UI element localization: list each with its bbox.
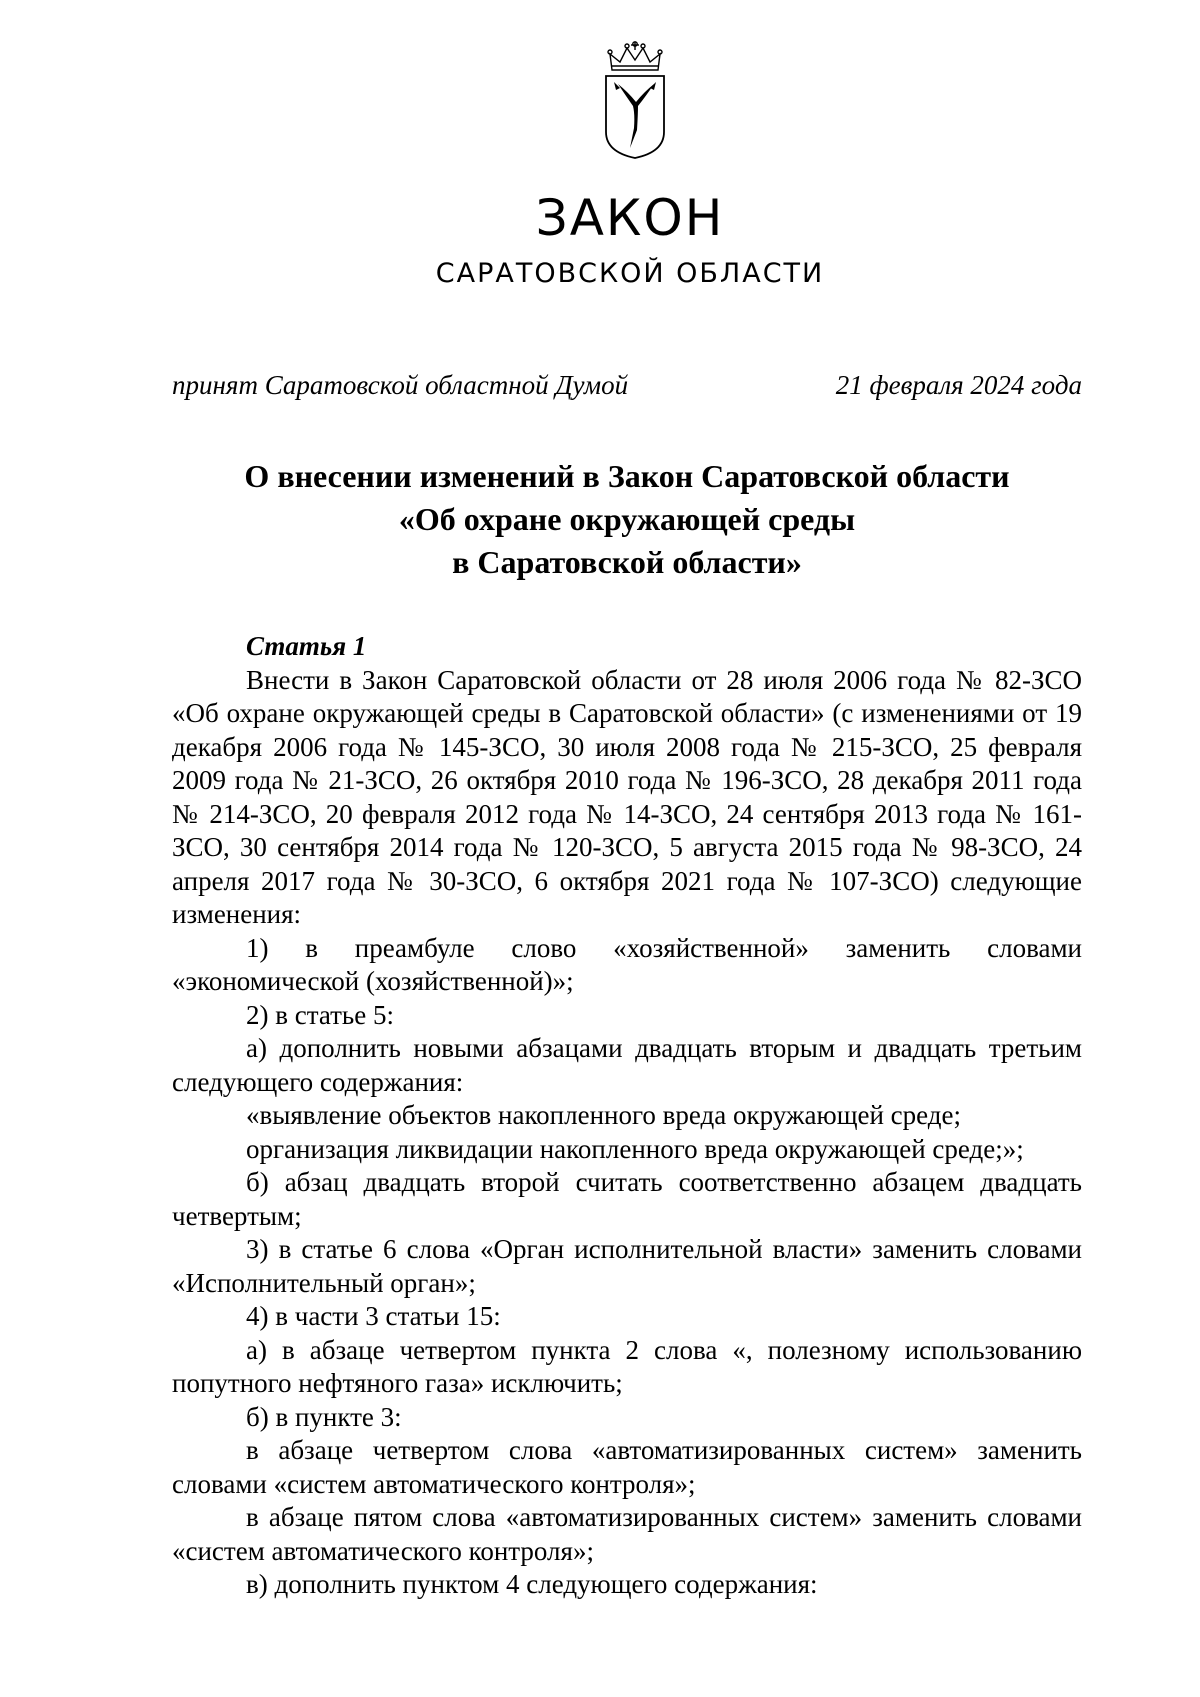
- article-heading: Статья 1: [246, 631, 367, 661]
- paragraph: а) дополнить новыми абзацами двадцать вторым и двадцать третьим следующего содержания:: [172, 1033, 1082, 1097]
- paragraph: в абзаце пятом слова «автоматизированных систем» заменить словами «систем автоматического контроля»;: [172, 1502, 1082, 1566]
- paragraph: 1) в преамбуле слово «хозяйственной» заменить словами «экономической (хозяйственной)»;: [172, 932, 1082, 996]
- document-title: [172, 455, 1082, 584]
- paragraph: в абзаце четвертом слова «автоматизированных систем» заменить словами «систем автоматического контроля»;: [172, 1435, 1082, 1499]
- paragraph: «выявление объектов накопленного вреда окружающей среде;: [246, 1100, 962, 1130]
- adoption-line: [172, 367, 1082, 403]
- paragraph: Внести в Закон Саратовской области от 28 июля 2006 года № 82-ЗСО «Об охране окружающей среды в Саратовской области» (с изменениями от 19 декабря 2006 года № 145-ЗСО, 30 июля 2008 года № 215-ЗСО, 25 февраля 2009 года № 21-ЗСО, 26 октября 2010 года № 196-ЗСО, 28 декабря 2011 года № 214-ЗСО, 20 февраля 2012 года № 14-ЗСО, 24 сентября 2013 года № 161-ЗСО, 30 сентября 2014 года № 120-ЗСО, 5 августа 2015 года № 98-ЗСО, 24 апреля 2017 года № 30-ЗСО, 6 октября 2021 года № 107-ЗСО) следующие изменения:: [172, 664, 1082, 929]
- document-title-line: О внесении изменений в Закон Саратовской области: [244, 458, 1010, 494]
- paragraph: б) абзац двадцать второй считать соответственно абзацем двадцать четвертым;: [172, 1167, 1082, 1231]
- paragraph: 3) в статье 6 слова «Орган исполнительной власти» заменить словами «Исполнительный орган»;: [172, 1234, 1082, 1298]
- saratov-coat-of-arms-icon: [600, 40, 670, 160]
- law-region: САРАТОВСКОЙ ОБЛАСТИ: [435, 258, 825, 289]
- adopted-by: принят Саратовской областной Думой: [172, 370, 629, 400]
- document-title-line: «Об охране окружающей среды: [398, 501, 856, 537]
- paragraph: 2) в статье 5:: [246, 999, 394, 1030]
- paragraph: б) в пункте 3:: [246, 1401, 402, 1432]
- paragraph: 4) в части 3 статьи 15:: [246, 1301, 501, 1331]
- adoption-date: 21 февраля 2024 года: [835, 370, 1082, 400]
- law-title: ЗАКОН: [535, 189, 725, 247]
- article-body: [172, 630, 1082, 1602]
- document-title-line: в Саратовской области»: [452, 544, 802, 580]
- paragraph: в) дополнить пунктом 4 следующего содержания:: [246, 1569, 818, 1599]
- paragraph: организация ликвидации накопленного вреда окружающей среде;»;: [246, 1133, 1024, 1164]
- paragraph: а) в абзаце четвертом пункта 2 слова «, полезному использованию попутного нефтяного газа» исключить;: [172, 1334, 1082, 1398]
